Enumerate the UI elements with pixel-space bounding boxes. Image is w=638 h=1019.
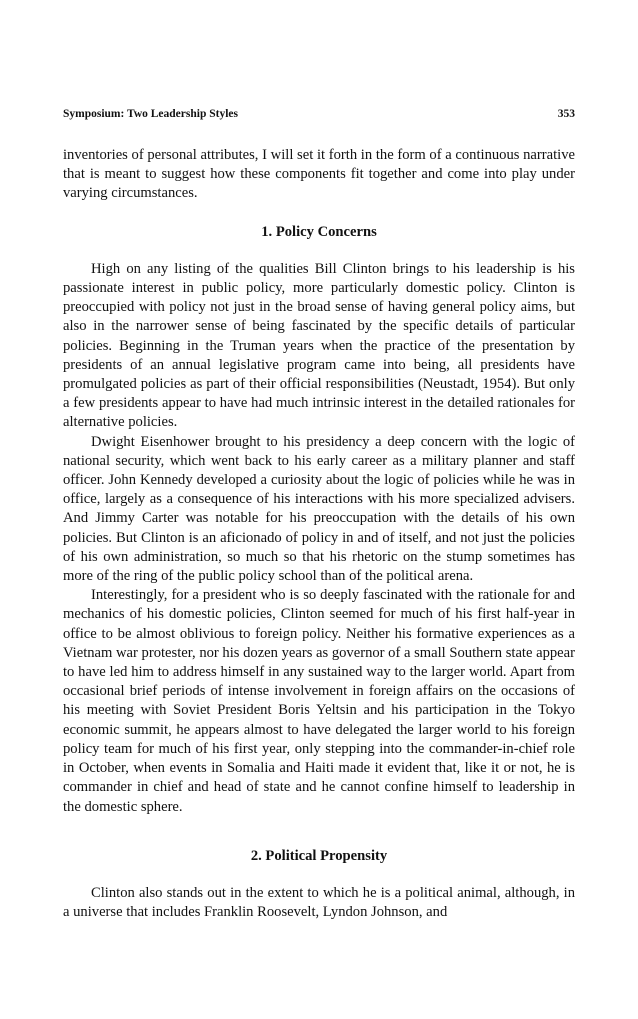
paragraph: Clinton also stands out in the extent to which he is a political animal, although, in a universe that includes Franklin Roosevelt, Lyndon Johnson, and [63, 884, 575, 921]
paragraph: Interestingly, for a president who is so deeply fascinated with the rationale for and mechanics of his domestic policies, Clinton seemed for much of his first half-year in office to be almost oblivious to foreign policy. Neither his formative experiences as a Vietnam war protester, nor his dozen years as governor of a small Southern state appear to have led him to address himself in any sustained way to the larger world. Apart from occasional brief periods of intense involvement in foreign affairs on the occasions of his meeting with Soviet President Boris Yeltsin and his participation in the Tokyo economic summit, he appears almost to have delegated the larger world to his foreign policy team for much of his first year, only stepping into the commander-in-chief role in October, when events in Somalia and Haiti made it evident that, like it or not, he is commander in chief and head of state and he cannot confine himself to leadership in the domestic sphere. [63, 587, 575, 815]
section-heading-political-propensity: 2. Political Propensity [250, 847, 388, 864]
running-title: Symposium: Two Leadership Styles [63, 108, 238, 120]
body-text [63, 146, 575, 922]
paragraph: High on any listing of the qualities Bill Clinton brings to his leadership is his passionate interest in public policy, more particularly domestic policy. Clinton is preoccupied with policy not just in the broad sense of having general policy aims, but also in the narrower sense of being fascinated by the specific details of particular policies. Beginning in the Truman years when the practice of the presentation by presidents of an annual legislative program came into being, all presidents have promulgated policies as part of their official responsibilities (Neustadt, 1954). But only a few presidents appear to have had much intrinsic interest in the detailed rationales for alternative policies. [63, 260, 575, 431]
intro-paragraph: inventories of personal attributes, I will set it forth in the form of a continuous narrative that is meant to suggest how these components fit together and come into play under varying circumstances. [63, 147, 575, 202]
paragraph: Dwight Eisenhower brought to his presidency a deep concern with the logic of national security, which went back to his early career as a military planner and staff officer. John Kennedy developed a curiosity about the logic of policies while he was in office, largely as a consequence of his interactions with his more specialized advisers. And Jimmy Carter was notable for his preoccupation with the details of his own policies. But Clinton is an aficionado of policy in and of itself, and not just the policies of his own administration, so much so that his rhetoric on the stump sometimes has more of the ring of the public policy school than of the political arena. [63, 433, 575, 585]
page-number: 353 [557, 108, 575, 120]
section-heading-policy-concerns: 1. Policy Concerns [261, 223, 377, 240]
running-header [63, 108, 575, 124]
